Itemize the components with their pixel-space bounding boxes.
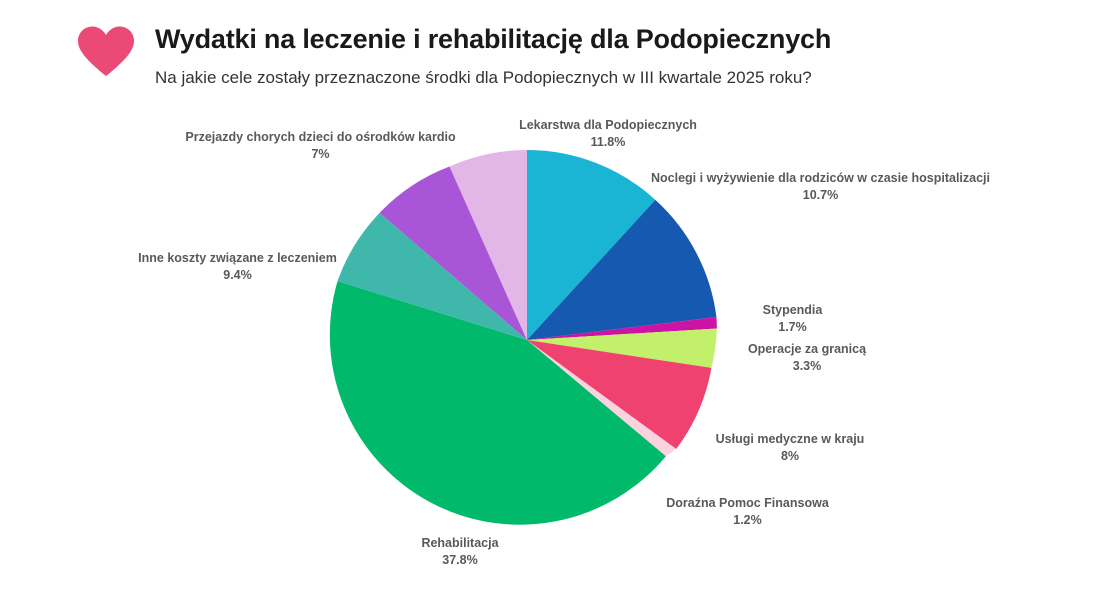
label-rehabilitacja-text: Rehabilitacja [421, 536, 499, 550]
label-uslugi [690, 431, 890, 465]
label-rehabilitacja [370, 535, 550, 569]
label-noclegi-value: 10.7% [802, 188, 839, 202]
label-lekarstwa-text: Lekarstwa dla Podopiecznych [519, 118, 697, 132]
pie-slices [330, 150, 717, 525]
label-dorazna [635, 495, 860, 529]
label-przejazdy [178, 129, 463, 163]
label-operacje [707, 341, 907, 375]
label-noclegi-text: Noclegi i wyżywienie dla rodziców w czasie hospitalizacji [651, 171, 990, 185]
label-inne-koszty [130, 250, 345, 284]
label-operacje-text: Operacje za granicą [747, 342, 867, 356]
label-operacje-value: 3.3% [792, 359, 822, 373]
label-stypendia-text: Stypendia [762, 303, 823, 317]
label-lekarstwa [518, 117, 698, 151]
label-stypendia [715, 302, 870, 336]
label-noclegi [648, 170, 993, 204]
label-lekarstwa-value: 11.8% [590, 135, 626, 149]
label-rehabilitacja-value: 37.8% [442, 553, 478, 567]
label-uslugi-text: Usługi medyczne w kraju [715, 432, 865, 446]
label-przejazdy-text: Przejazdy chorych dzieci do ośrodków kardio [185, 130, 456, 144]
label-inne-koszty-text: Inne koszty związane z leczeniem [138, 251, 337, 265]
label-inne-koszty-value: 9.4% [223, 268, 252, 282]
label-uslugi-value: 8% [780, 449, 800, 463]
label-dorazna-text: Doraźna Pomoc Finansowa [666, 496, 829, 510]
label-dorazna-value: 1.2% [733, 513, 762, 527]
label-stypendia-value: 1.7% [778, 320, 807, 334]
page-subtitle: Na jakie cele zostały przeznaczone środki dla Podopiecznych w III kwartale 2025 roku? [155, 68, 812, 87]
label-przejazdy-value: 7% [311, 147, 330, 161]
page-title: Wydatki na leczenie i rehabilitację dla Podopiecznych [155, 24, 832, 54]
